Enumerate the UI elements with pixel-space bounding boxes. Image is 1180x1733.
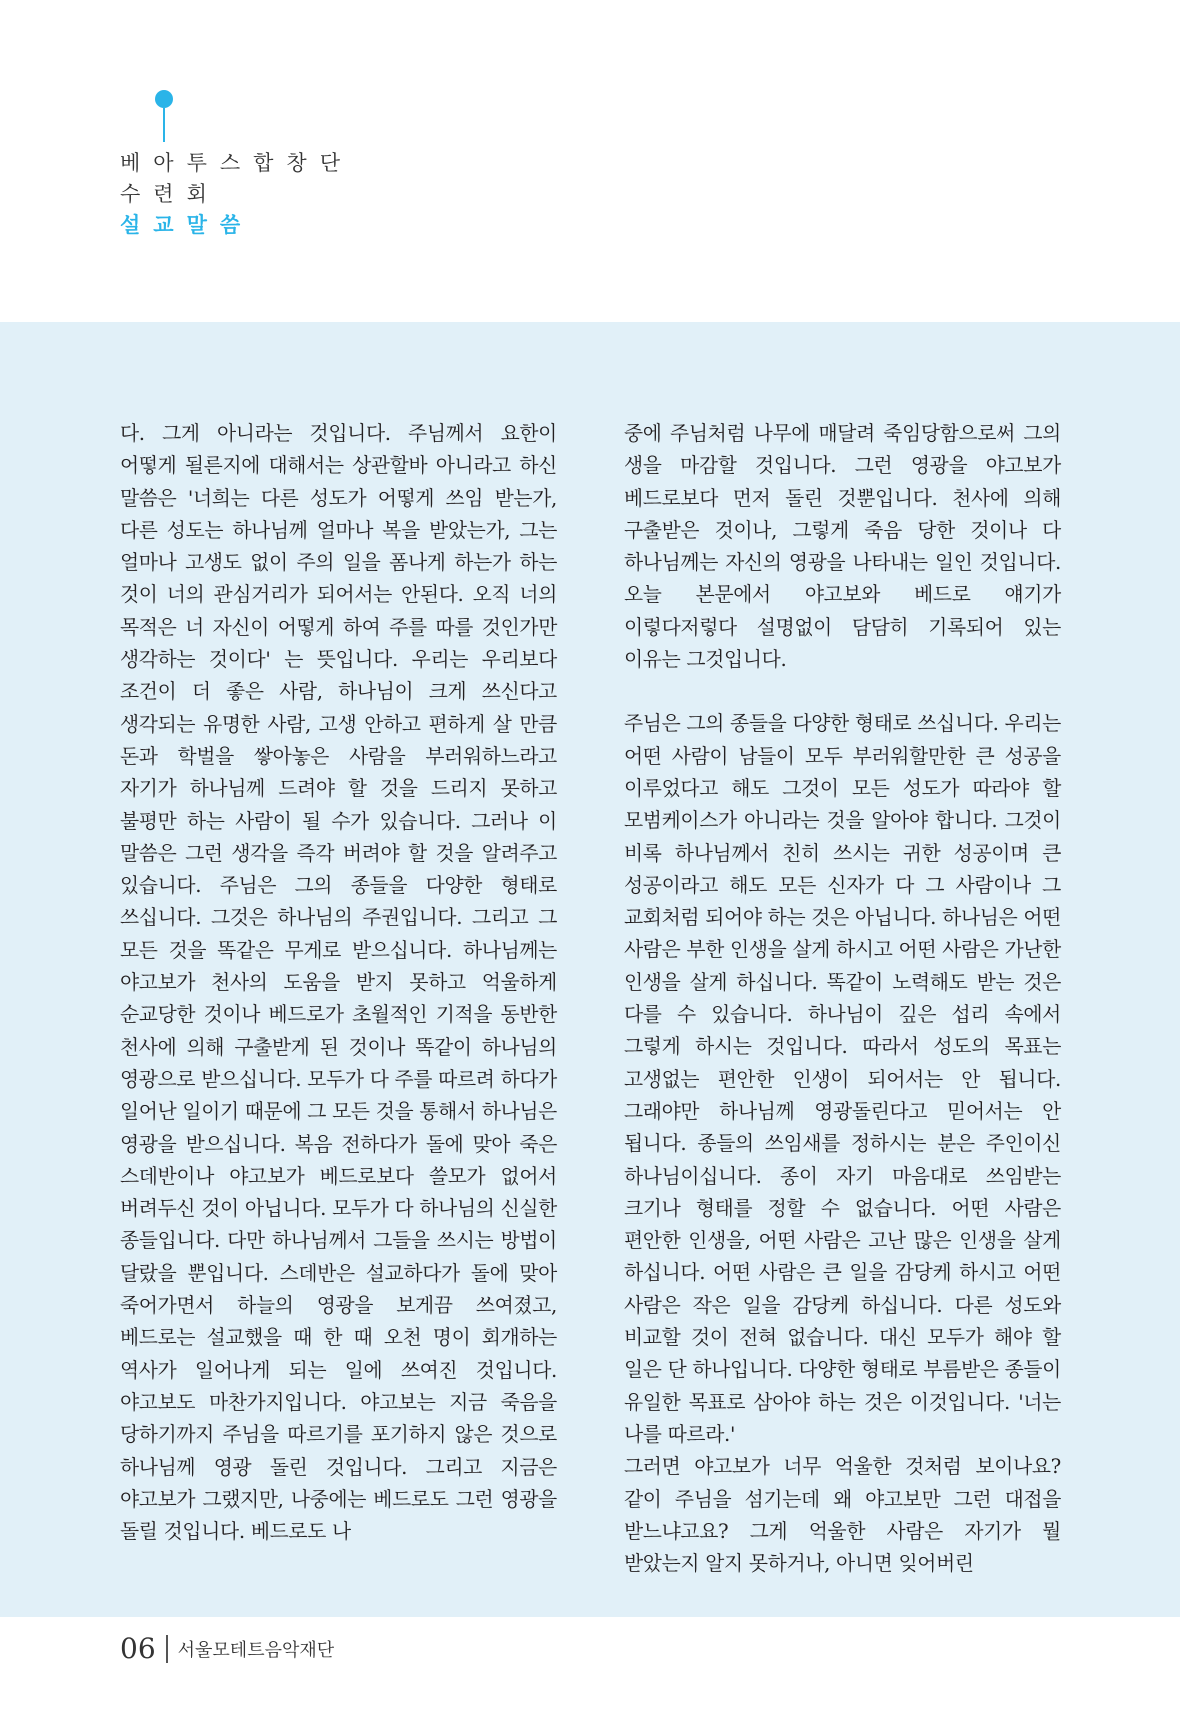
text-column-left [120, 418, 557, 1548]
sermon-panel [0, 322, 1180, 1617]
label-sermon: 설교말씀 [120, 213, 254, 237]
paragraph-gap [624, 676, 1061, 708]
label-retreat: 수련회 [120, 182, 220, 206]
organization-name: 서울모테트음악재단 [177, 1639, 335, 1661]
label-choir: 베아투스합창단 [120, 151, 354, 175]
text-column-right [624, 418, 1061, 1580]
accent-line [163, 108, 165, 142]
paragraph: 중에 주님처럼 나무에 매달려 죽임당함으로써 그의 생을 마감할 것입니다. 그런 영광을 야고보가 베드로보다 먼저 돌린 것뿐입니다. 천사에 의해 구출받은 것이나, 그렇게 죽음 당한 것이나 다 하나님께는 자신의 영광을 나타내는 일인 것입니다. 오늘 본문에서 야고보와 베드로 얘기가 이렇다저렇다 설명없이 담담히 기록되어 있는 이유는 그것입니다. [624, 422, 1061, 672]
paragraph: 주님은 그의 종들을 다양한 형태로 쓰십니다. 우리는 어떤 사람이 남들이 모두 부러워할만한 큰 성공을 이루었다고 해도 그것이 모든 성도가 따라야 할 모범케이스가 아니라는 것을 알아야 합니다. 그것이 비록 하나님께서 친히 쓰시는 귀한 성공이며 큰 성공이라고 해도 모든 신자가 다 그 사람이나 그 교회처럼 되어야 하는 것은 아닙니다. 하나님은 어떤 사람은 부한 인생을 살게 하시고 어떤 사람은 가난한 인생을 살게 하십니다. 똑같이 노력해도 받는 것은 다를 수 있습니다. 하나님이 깊은 섭리 속에서 그렇게 하시는 것입니다. 따라서 성도의 목표는 고생없는 편안한 인생이 되어서는 안 됩니다. 그래야만 하나님께 영광돌린다고 믿어서는 안 됩니다. 종들의 쓰임새를 정하시는 분은 주인이신 하나님이십니다. 종이 자기 마음대로 쓰임받는 크기나 형태를 정할 수 없습니다. 어떤 사람은 편안한 인생을, 어떤 사람은 고난 많은 인생을 살게 하십니다. 어떤 사람은 큰 일을 감당케 하시고 어떤 사람은 작은 일을 감당케 하십니다. 다른 성도와 비교할 것이 전혀 없습니다. 대신 모두가 해야 할 일은 단 하나입니다. 다양한 형태로 부름받은 종들이 유일한 목표로 삼아야 하는 것은 이것입니다. '너는 나를 따르라.' [624, 712, 1061, 1446]
paragraph: 다. 그게 아니라는 것입니다. 주님께서 요한이 어떻게 될른지에 대해서는 상관할바 아니라고 하신 말씀은 '너희는 다른 성도가 어떻게 쓰임 받는가, 다른 성도는 하나님께 얼마나 복을 받았는가, 그는 얼마나 고생도 없이 주의 일을 폼나게 하는가 하는 것이 너의 관심거리가 되어서는 안된다. 오직 너의 목적은 너 자신이 어떻게 하여 주를 따를 것인가만 생각하는 것이다' 는 뜻입니다. 우리는 우리보다 조건이 더 좋은 사람, 하나님이 크게 쓰신다고 생각되는 유명한 사람, 고생 안하고 편하게 살 만큼 돈과 학벌을 쌓아놓은 사람을 부러워하느라고 자기가 하나님께 드려야 할 것을 드리지 못하고 불평만 하는 사람이 될 수가 있습니다. 그러나 이 말씀은 그런 생각을 즉각 버려야 할 것을 알려주고 있습니다. 주님은 그의 종들을 다양한 형태로 쓰십니다. 그것은 하나님의 주권입니다. 그리고 그 모든 것을 똑같은 무게로 받으십니다. 하나님께는 야고보가 천사의 도움을 받지 못하고 억울하게 순교당한 것이나 베드로가 초월적인 기적을 동반한 천사에 의해 구출받게 된 것이나 똑같이 하나님의 영광으로 받으십니다. 모두가 다 주를 따르려 하다가 일어난 일이기 때문에 그 모든 것을 통해서 하나님은 영광을 받으십니다. 복음 전하다가 돌에 맞아 죽은 스데반이나 야고보가 베드로보다 쓸모가 없어서 버려두신 것이 아닙니다. 모두가 다 하나님의 신실한 종들입니다. 다만 하나님께서 그들을 쓰시는 방법이 달랐을 뿐입니다. 스데반은 설교하다가 돌에 맞아 죽어가면서 하늘의 영광을 보게끔 쓰여졌고, 베드로는 설교했을 때 한 때 오천 명이 회개하는 역사가 일어나게 되는 일에 쓰여진 것입니다. 야고보도 마찬가지입니다. 야고보는 지금 죽음을 당하기까지 주님을 따르기를 포기하지 않은 것으로 하나님께 영광 돌린 것입니다. 그리고 지금은 야고보가 그랬지만, 나중에는 베드로도 그런 영광을 돌릴 것입니다. 베드로도 나 [120, 422, 557, 1544]
paragraph: 그러면 야고보가 너무 억울한 것처럼 보이나요? 같이 주님을 섬기는데 왜 야고보만 그런 대접을 받느냐고요? 그게 억울한 사람은 자기가 뭘 받았는지 알지 못하거나, 아니면 잊어버린 [624, 1455, 1061, 1576]
page-footer [120, 1632, 334, 1665]
section-labels [120, 148, 353, 241]
footer-divider [166, 1635, 168, 1663]
accent-dot [155, 90, 173, 108]
page-number: 06 [120, 1632, 156, 1665]
